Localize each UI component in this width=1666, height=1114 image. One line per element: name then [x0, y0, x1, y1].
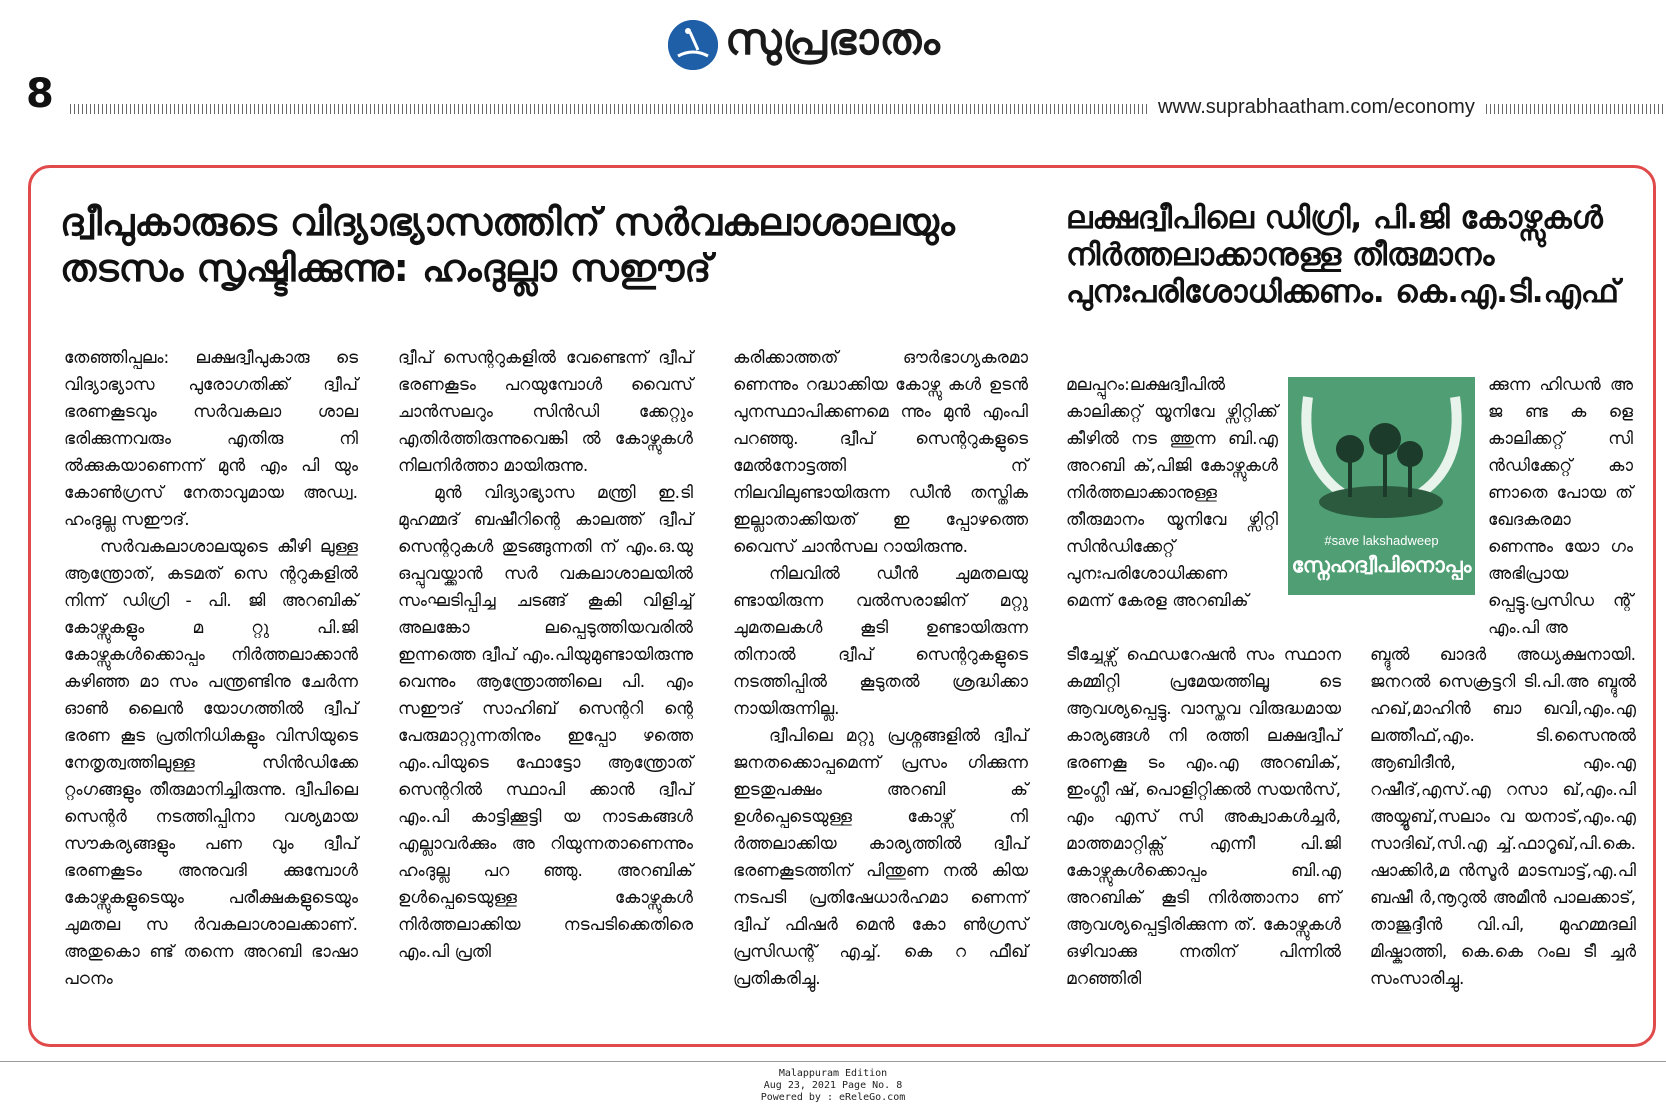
powered-by-label: Powered by : eReleGo.com [760, 1092, 906, 1103]
newspaper-title: സുപ്രഭാതം [725, 14, 941, 65]
footer-divider [0, 1061, 1666, 1062]
paragraph: ദ്വീപ് സെന്ററുകളിൽ വേണ്ടെന്ന് ദ്വീപ് ഭരണകൂടം പറയുമ്പോൾ വൈസ് ചാൻസലറും സിൻഡി ക്കേറ്റും എതിർത്തിരുന്നുവെങ്കി ൽ കോഴ്സുകൾ നിലനിർത്താ മായിരുന്നു. [398, 348, 693, 476]
masthead [0, 0, 1666, 85]
main-story-column-3 [733, 345, 1028, 1035]
main-story-column-2 [398, 345, 693, 1035]
paragraph: മുൻ വിദ്യാഭ്യാസ മന്ത്രി ഇ.ടി മുഹമ്മദ് ബഷീറിന്റെ കാലത്ത് ദ്വീപ് സെന്ററുകൾ തുടങ്ങുന്നതി ന് എം.ഒ.യു ഒപ്പുവയ്ക്കാൻ സർ വകലാശാലയിൽ സംഘടിപ്പിച്ച ചടങ്ങ് കൂകി വിളിച്ച് അലങ്കോ ലപ്പെടുത്തിയവരിൽ ഇന്നത്തെ ദ്വീപ് എം.പിയുമുണ്ടായിരുന്നു വെന്നും ആന്ത്രോത്തിലെ പി. എം സഈദ് സാഹിബ് സെന്ററി ന്റെ പേരുമാറ്റുന്നതിനും ഇപ്പോ ഴത്തെ എം.പിയുടെ ഫോട്ടോ ആന്ത്രോത് സെന്ററിൽ സ്ഥാപി ക്കാൻ ദ്വീപ് എം.പി കാട്ടിക്കൂട്ടി യ നാടകങ്ങൾ എല്ലാവർക്കും അ റിയുന്നതാണെന്നും ഹംദുല്ല പറ ഞ്ഞു. അറബിക് ഉൾപ്പെടെയുള്ള കോഴ്സുകൾ നിർത്തലാക്കിയ നടപടിക്കെതിരെ എം.പി പ്രതി [398, 483, 693, 962]
paragraph: ബ്ദുൽ ഖാദർ അധ്യക്ഷനായി. ജനറൽ സെക്രട്ടറി ടി.പി.അ ബ്ദുൽ ഹഖ്,മാഹിൻ ബാ ഖവി,എം.എ ലത്തീഫ്,എം. ടി.സൈനുൽ ആബിദീൻ, എം.എ റഷീദ്,എസ്.എ റസാ ഖ്,എം.പി അയ്യൂബ്,സലാം വ യനാട്,എം.എ സാദിഖ്,സി.എ ച്ച്.ഫാറൂഖ്,പി.കെ. ഷാക്കിർ,മ ൻസൂർ മാടമ്പാട്ട്,എ.പി ബഷീ ർ,നൂറുൽ അമീൻ പാലക്കാട്, താജുദ്ദീൻ വി.പി, മുഹമ്മദലി മിഷ്കാത്തി, കെ.കെ റംല ടീ ച്ചർ സംസാരിച്ചു. [1370, 645, 1636, 989]
edition-label: Malappuram Edition [778, 1068, 888, 1079]
paragraph: നിലവിൽ ഡീൻ ചുമതലയു ണ്ടായിരുന്ന വൽസരാജിന് മറ്റു ചുമതലകൾ കൂടി ഉണ്ടായിരുന്ന തിനാൽ ദ്വീപ് സെന്ററുകളുടെ നടത്തിപ്പിൽ കൂടുതൽ ശ്രദ്ധിക്കാ നായിരുന്നില്ല. [733, 564, 1028, 719]
paragraph: മലപ്പുറം:ലക്ഷദ്വീപിൽ കാലിക്കറ്റ് യൂനിവേ ഴ്സിറ്റിക്ക് കീഴിൽ നട ത്തുന്ന ബി.എ അറബി ക്,പിജി കോഴ്സുകൾ നിർത്തലാക്കാനുള്ള തീരുമാനം യൂനിവേ ഴ്സിറ്റി സിൻഡിക്കേറ്റ് പുനഃപരിശോധിക്കണ മെന്ന് കേരള അറബിക് [1066, 375, 1278, 611]
side-headline: ലക്ഷദ്വീപിലെ ഡിഗ്രി, പി.ജി കോഴ്സുകൾ നിർത്തലാക്കാനുള്ള തീരുമാനം പുനഃപരിശോധിക്കണം. കെ.എ.ടി.എഫ് [1066, 200, 1619, 311]
main-story-column-1 [64, 345, 358, 1035]
section-url[interactable]: www.suprabhaatham.com/economy [1150, 96, 1483, 119]
photo-hashtag: #save lakshadweep [1324, 533, 1439, 548]
side-story-column-left [1066, 372, 1278, 615]
paragraph: സർവകലാശാലയുടെ കീഴി ലുള്ള ആന്ത്രോത്, കടമത് സെ ന്ററുകളിൽ നിന്ന് ഡിഗ്രി - പി. ജി അറബിക് കോഴ്സുകളും മ റ്റു പി.ജി കോഴ്സുകൾക്കൊപ്പം നിർത്തലാക്കാൻ കഴിഞ്ഞ മാ സം പന്ത്രണ്ടിനു ചേർന്ന ഓൺ ലൈൻ യോഗത്തിൽ ദ്വീപ് ഭരണ കൂട പ്രതിനിധികളും വിസിയുടെ നേതൃത്വത്തിലുള്ള സിൻഡിക്കേ റ്റംഗങ്ങളും തീരുമാനിച്ചിരുന്നു. ദ്വീപിലെ സെന്റർ നടത്തിപ്പിനാ വശ്യമായ സൗകര്യങ്ങളും പണ വും ദ്വീപ് ഭരണകൂടം അനുവദി ക്കുമ്പോൾ കോഴ്സുകളുടെയും പരീക്ഷകളുടെയും ചുമതല സ ർവകലാശാലക്കാണ്. അതുകൊ ണ്ട് തന്നെ അറബി ഭാഷാ പഠനം [64, 537, 358, 989]
side-story-column-bottom-right [1370, 642, 1636, 1037]
side-story-column-right [1488, 372, 1633, 642]
paragraph: തേഞ്ഞിപ്പലം: ലക്ഷദ്വീപുകാരു ടെ വിദ്യാഭ്യാസ പുരോഗതിക്ക് ദ്വീപ് ഭരണകൂടവും സർവകലാ ശാല ഭരിക്കുന്നവരും എതിരു നി ൽക്കുകയാണെന്ന് മുൻ എം പി യും കോൺഗ്രസ് നേതാവുമായ അഡ്വ. ഹംദുല്ല സഈദ്. [64, 348, 358, 530]
page-number: 8 [26, 71, 54, 117]
side-story-column-bottom-left [1066, 642, 1341, 1037]
save-lakshadweep-image [1288, 377, 1475, 595]
date-page-label: Aug 23, 2021 Page No. 8 [763, 1080, 903, 1091]
paragraph: ക്കുന്ന ഹിഡൻ അ ജ ണ്ട ക ളെ കാലിക്കറ്റ് സി ൻഡിക്കേറ്റ് കാ ണാതെ പോയ ത് ഖേദകരമാ ണെന്നും യോ ഗം അഭിപ്രായ പ്പെട്ടു.പ്രസിഡ ന്റ് എം.പി അ [1488, 375, 1633, 638]
paragraph: ദ്വീപിലെ മറ്റു പ്രശ്നങ്ങളിൽ ദ്വീപ് ജനതക്കൊപ്പമെന്ന് പ്രസം ഗിക്കുന്ന ഇടതുപക്ഷം അറബി ക് ഉൾപ്പെടെയുള്ള കോഴ്സ് നി ർത്തലാക്കിയ കാര്യത്തിൽ ദ്വീപ് ഭരണകൂടത്തിന് പിന്തുണ നൽ കിയ നടപടി പ്രതിഷേധാർഹമാ ണെന്ന് ദ്വീപ് ഫിഷർ മെൻ കോ ൺഗ്രസ് പ്രസിഡന്റ് എച്ച്. കെ റ ഫീഖ് പ്രതികരിച്ചു. [733, 726, 1028, 989]
logo-icon [668, 20, 718, 70]
footer [0, 1068, 1666, 1104]
paragraph: ടീച്ചേഴ്സ് ഫെഡറേഷൻ സം സ്ഥാന കമ്മിറ്റി പ്രമേയത്തിലൂ ടെ ആവശ്യപ്പെട്ടു. വാസ്തവ വിരുദ്ധമായ കാര്യങ്ങൾ നി രത്തി ലക്ഷദ്വീപ് ഭരണകൂ ടം എം.എ അറബിക്, ഇംഗ്ലീ ഷ്, പൊളിറ്റിക്കൽ സയൻസ്, എം എസ് സി അക്വാകൾച്ചർ, മാത്തമാറ്റിക്സ് എന്നീ പി.ജി കോഴ്സുകൾക്കൊപ്പം ബി.എ അറബിക് കൂടി നിർത്താനാ ണ് ആവശ്യപ്പെട്ടിരിക്കുന്ന ത്. കോഴ്സുകൾ ഒഴിവാക്കു ന്നതിന് പിന്നിൽ മറഞ്ഞിരി [1066, 645, 1341, 989]
paragraph: കരിക്കാത്തത് ഔർഭാഗ്യകരമാ ണെന്നും റദ്ധാക്കിയ കോഴ്സു കൾ ഉടൻ പുനസ്ഥാപിക്കണമെ ന്നും മുൻ എംപി പറഞ്ഞു. ദ്വീപ് സെന്ററുകളുടെ മേൽനോട്ടത്തി ന് നിലവിലുണ്ടായിരുന്ന ഡീൻ തസ്തിക ഇല്ലാതാക്കിയത് ഇ പ്പോഴത്തെ വൈസ് ചാൻസല റായിരുന്നു. [733, 348, 1028, 557]
photo-caption: സ്നേഹദ്വീപിനൊപ്പം [1291, 553, 1472, 577]
main-headline: ദ്വീപുകാരുടെ വിദ്യാഭ്യാസത്തിന് സർവകലാശാലയും തടസം സൃഷ്ടിക്കുന്നു: ഹംദുല്ലാ സഈദ് [60, 200, 955, 290]
